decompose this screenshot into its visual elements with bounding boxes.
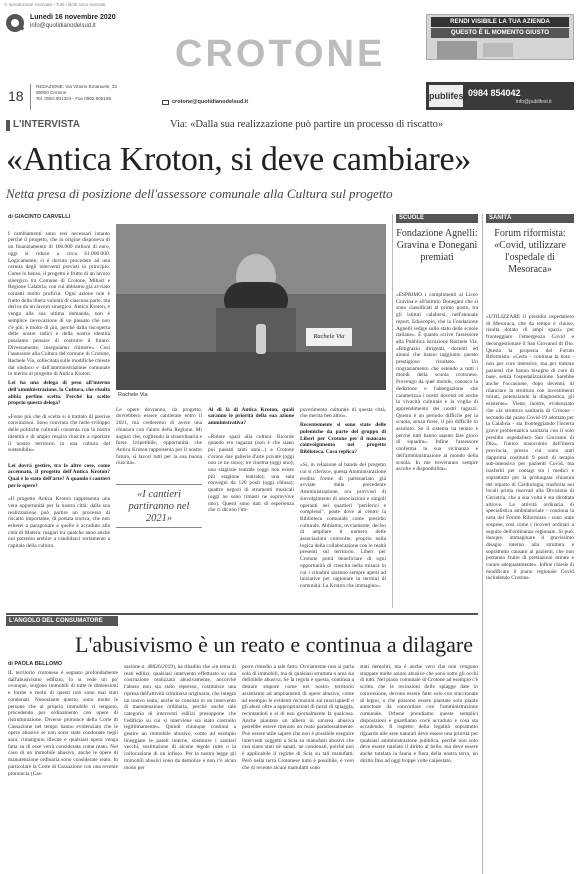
- article-subheadline: Netta presa di posizione dell'assessore comunale alla Cultura sul progetto: [6, 186, 393, 201]
- col1-answer-2: «Il progetto Antica Kroton rappresenta una vera opportunità per la nostra città: dalla sua realizzazione può partire un processo di riscatto importante, di portata storica, che non esiterei a paragonare a quello è accaduto alla città di Matera: magari tra qualche anno anche noi potremo ambire a candidarci seriamente a capitale della cultura.: [8, 496, 110, 550]
- col2-question: Al di là di Antica Kroton, quali saranno le priorità della sua azione amministrativa?: [208, 406, 294, 427]
- col1-text: I cambiamenti sono resi necessari intanto perché il progetto, che in origine disponeva di un finanziamento di 100.000 milioni di euro, oggi si riduce a circa 61.000.000. Logicamente, si è dovuto procedere ad una cernita degli interventi previsti in principio. Come lo benso, il progetto è frutto di un lavoro sinergico tra Comune di Crotone, Mibact e Regione Calabria, con cui abbiamo già avviato contatti molto proficui. Ogni azione non è frutto della libera volontà di ciascuna parte, ma deriva da un lavoro sinergico. Antica Kroton, e vengo alla sua ultima domanda, non è semplice rievocazione di un passato che non c'è più; è molto di più, perché dalla riscoperta delle nostre radici e della nostra identità possiamo pensare di costruire il futuro. Diversamente, inseguiamo chimere». Così l'assessore alla Cultura del comune di Crotone, Rachele Via, sollecitata sulle modifiche chieste dal sindaco e dall'amministrazione comunale in merito al progetto di Antica Kroton.: [8, 230, 110, 378]
- col3-text: poverimento culturale di questa città, che merita ben altro».: [300, 406, 386, 420]
- col3-answer-1: «Si, in relazione al bando del progetto cui si riferisce, questa Amministrazione eredita forme di partenariato già avviate dalla precedente Amministrazione, ora provvisti di sinvolgimento di associazioni e singoli operanti nei quartieri "periferici e complessi", poste dove al centro la Biblioteca comunale come presidio culturale. Abbiamo, ovviamente, deciso di ampliare il numero delle associazioni coinvolte, proprio nella logica della collaborazione con le realtà presenti sul territorio. Liberi per Crotone potrà beneficiare di ogni opportunità di crescita nella misura in cui i cittadini saranno sempre aperti ad iniziative per ragionare in termini di comunità. La Kroton che immagino».: [300, 462, 386, 589]
- sanita-title: Forum riformista: «Covid, utilizzare l'ospedale di Mesoraca»: [494, 228, 566, 275]
- ad-line-2: QUESTO È IL MOMENTO GIUSTO: [431, 28, 569, 38]
- scuole-label: SCUOLE: [396, 214, 478, 223]
- article-photo: [116, 224, 386, 390]
- photo-caption: Rachele Via: [118, 392, 148, 398]
- col2-text: Le opere dovranno, da progetto, dovrebbero essere cantierate entro il 2021, ma crederemo di avere una chiusura con l'aiuto della Regione. Mi auguro che, cogliendo la straordinaria e forse irripetibile, opportunità che Antica Kroton rappresenta per il nostro futuro, si lavori tutti per la sua buona riuscita».: [116, 406, 202, 467]
- photo-nameplate: Rachele Via: [306, 328, 352, 346]
- ad-image-icon-2: [483, 43, 513, 57]
- header-email[interactable]: info@quotidianodelsud.it: [30, 23, 96, 29]
- kicker-marker: [6, 120, 10, 131]
- sanita-body: «UTILIZZARE il presidio ospedaliero di Mesoraca, che da tempo è chiuso, risulta dotato di ampi spazi» per fronteggiare l'emergenza Covid e decongestionare il San Giovanni di Dio. Questa la proposta del Forum Riformista. «Certo - continua la nota - non per cure intensive, ma per trattare pazienti che hanno bisogno di cure di base, senza l'ospedalizzazione. Sarebbe anche l'occasione, dopo decenni, di rilanciare la struttura con investimenti mirati, potenziando la diagnostica, gli esistente». Viene, inoltre, evidenziato che «la struttura sanitaria di Crotone - secondo dal piano Covid-19 adottato per la Calabria - sta fronteggiando l'incerta grave problematica sanitaria con il solo presidio ospedaliero San Giovanni di Dio», l'unico nosocomio dell'intera provincia, presso cui sono stati dapprima costituiti 9 posti di terapia sub-intensiva per pazienti Covid, ma trasferiti per contagi tra i medici e soprattutto per la prolungata chiusura del reparto di Cardiologia, trasferita nei locali prima riservati alla Divisione di Geriatria, che a sua volta è sta dirottata altrove. Le attività ordinaria di specialistica ambulatoriale - continua la nota del Forum Riformista - sono state sospese, così come i ricoveri ordinari a seguito dell'ordinanza regionale. Si può, dunque, immaginare il gravissimo disagio interno alla struttura e soprattutto causato ai pazienti, che non potranno fruire di prestazioni mirate e curare adeguatamente». Infine chiede di modificare il piano regionale Covid includendo Crotone.: [486, 314, 574, 582]
- article-headline: «Antica Kroton, si deve cambiare»: [6, 141, 471, 178]
- article2-byline: di PAOLA BELLOMO: [8, 661, 63, 667]
- photo-bottle: [256, 324, 266, 354]
- ad-publifest[interactable]: [426, 82, 574, 110]
- redazione-address: [36, 84, 117, 102]
- article-column-3: [300, 400, 386, 606]
- scuole-title: Fondazione Agnelli: Gravina e Donegani premiati: [396, 228, 478, 263]
- col1-question-1: Lei ha una delega di peso all'interno dell'amministrazione, la Cultura, che risulta abbia perfino scelto. Perché ha scelto proprio questa delega?: [8, 380, 110, 407]
- sanita-label: SANITÀ: [486, 214, 574, 223]
- col3-question-1: Recentemente si sono state delle polemiche da parte del gruppo di Liberi per Crotone per il mancato coinvolgimento nel progetto Biblioteca. Cosa replica?: [300, 422, 386, 455]
- publifest-logo: publifest: [429, 85, 463, 107]
- redazione-line-1: REDAZIONE: Via Vittorio Emanuele, 32: [36, 84, 118, 89]
- ad-line-1: RENDI VISIBILE LA TUA AZIENDA: [431, 17, 569, 27]
- article-column-1: [8, 224, 110, 606]
- photo-table: [116, 352, 386, 390]
- article2-column-2: sazione n. 48026/2019), ha ribadito che «in tema di reati edilizi, qualsiasi intervento effettuato su una costruzione realizzata abusivamente, ancorché l'abuso non sia stato represso, costituisce una ripresa dell'attività criminosa originaria, che integra un nuovo reato, anche se consista in un intervento di manutenzione ordinaria, perché anche tale categoria di interventi edilizi presuppone che l'edificio su cui si interviene sia stato costruito legittimamente». Quindi chiunque continui a gestire un immobile abusivo, come ad esempio lineggiare le pareti interne, sostituire i sanitari vecchi, sostituzione di alcune tegole rotte o la collocazione di un infisso. Per la nostra legge gli immobili abusivi sono da demolire e non c'è alcun modo per: [124, 664, 236, 771]
- envelope-icon: [162, 100, 169, 105]
- pull-quote: «I cantieri partiranno nel 2021»: [116, 484, 202, 528]
- publifest-phone: 0984 854042: [468, 88, 521, 98]
- article2-kicker: L'ANGOLO DEL CONSUMATORE: [6, 616, 118, 626]
- redazione-line-2: 88900 Crotone: [36, 90, 67, 95]
- ad-rendi-visibile[interactable]: [426, 14, 574, 60]
- article-kicker: L'INTERVISTA: [13, 119, 81, 130]
- copyright-note: © riproduzione riservata - Tutti i diritti sono riservati: [4, 2, 106, 7]
- page-number: 18: [8, 88, 24, 104]
- kicker-quote: Via: «Dalla sua realizzazione può partire un processo di riscatto»: [170, 119, 444, 130]
- col1-answer-1: «Forse più che di scelta si è trattato di precise convinzioni. Sono convinta che nelle sviluppo delle politiche culturali consenta con la nostra identità e di ampio respiro riuscire a riportare il nostro territorio in una cultura del sostenibile».: [8, 413, 110, 454]
- newsroom-email[interactable]: crotone@quotidianodelsud.it: [172, 99, 249, 105]
- logo-q-icon: [6, 14, 24, 32]
- article2-headline: L'abusivismo è un reato e continua a dilagare: [75, 632, 473, 657]
- publifest-web: info@publifest.it: [516, 99, 552, 105]
- article2-column-4: stati demoliti, ma è anche vero che non vengono stoppate molte azioni abusive che sono sotto gli occhi di tutti. Nel piano comunale di Crotone ad esempio c'è scritto che le recinzioni delle spiagge date in concessione, devono essere fatte solo con staccionate di legno, o che possono essere piantate solo piante autoctone da concordare con l'amministrazione comunale. Orbene prendiamo queste semplici disposizioni e guardiamo cos'è accaduto e cosa sta accadendo. Il rispetto della legalità soprattutto riguardo alle aree naturali deve essere una priorità per qualsiasi amministrazione pubblica, perché non solo deve essere tutelato il diritto al bello, ma deve essere anche tutelata la fauna e flora della nostra terra, un diritto fino ad oggi troppe volte calpestato.: [360, 664, 478, 764]
- col1-question-2: Lei dovrà gestire, tra le altre cose, come accennato, il progetto dell'Antica Kroton? Quai è lo stato dell'arte? A quando i cantieri per le opere?: [8, 462, 110, 489]
- col2-answer: «Ridare spazi alla cultura. Ricorde quando ero ragazza (non è che siano poi passati tanti anni...) a Crotone c'erano due gallerie d'arte private (oggi non ce ne sono); tre cinema (oggi uno); una stagione teatrale (oggi non esiste più stagione teatrale); una sala convegni da 120 posti (oggi chiusa); quattro negozi di strumenti musicali (oggi ne sono rimasti ne sopravvive uno). Questi sono dati di esperienza che ci dicono l'im-: [208, 433, 294, 514]
- article-column-2b: [208, 400, 294, 606]
- article2-column-1: IL territorio crotonese è segnato profondamente dall'abusivismo edilizio, lo si vede un po' ovunque, sorgono immobili di tutte le dimensioni e forme e molti di questi non sono mai stati condonati. Nonostante questo, sono molte le persone che al proprio immobile vi tengono, procedendo per ordinamento con opere di ristrutturazione. Diverse pronunce della Corte di Cassazione nel tempo hanno evidenziato che le opere abusive se non sono state condonate negli anni, rimangono illecite e qualsiasi opera venga fatta su di esse verrà considerata come reato. Nel caso di un immobile abusivo, anche le opere di manutenzione ordinaria sono considerate reato. In particolare la Corte di Cassazione con una recente pronuncia (Cas-: [8, 670, 118, 777]
- city-title: CROTONE: [175, 33, 386, 75]
- article-byline: di GIACINTO CARVELLI: [8, 214, 71, 220]
- redazione-line-3: Tel. 0962.901324 - Fax 0962.905185: [36, 96, 112, 101]
- issue-date: Lunedì 16 novembre 2020: [30, 14, 116, 21]
- ad-image-icon: [437, 41, 477, 59]
- scuole-body: «ESPRIMO i complimenti al Liceo Gravina e all'istituto Donegani che si sono classificati al primo posto, tra gli istituti calabresi, nell'annuale report, Eduscopio, che la Fondazione Agnelli redige sullo stato delle scuole italiane». È quanto scrive l'assessore alla Pubblica istruzione Rachele Via. «Ringrazio dirigenti, docenti ed alunni che hanno raggiunto questo prestigioso risultato. Un ringraziamento che estendo a tutti i mondi della scuola crotonese. Provengo da quel mondo, conosco la dedizione e l'abnegazione che caratterizza i nostri docenti ed anche la vivacità culturale e la voglia di apprendimento dei nostri ragazzi. Questo è un periodo difficile per la scuola, senza forse, il più difficile in assoluto. Se il sistema ha tenuto è perché tutti hanno saputo fare gioco di squadra». Infine l'assessore conferma la sua vicinanza e dell'amministrazione al mondo della scuola. In me troveranno sempre ascolto e disponibilità».: [396, 292, 478, 473]
- article2-column-3: porre rimedio a tale fatto. Ovviamente non si parla solo di immobili, ma di qualsiasi struttura o area sia definibile abusiva. Se la regola è questa, continua a destare stupore come nel nostro territorio assistiamo ad ampliamenti di opere abusive, come ad esempio le evidenti recinzioni sui marciapiedi o gli abusi oltre a appropriazioni di pezzi di spiaggia, recintandoli e ei di essi giornalmente fa qualcosa. Anche piantare un albero in un'area abusiva potrebbe essere ritenuto un reato paradossalmente. Può essere utile sapere che non è possibile eseguire interventi soggetti a Scia su manufatti abusivi che non siano stati né sanati, né condonati, poiché non è applicabile il regime di Scia su tali manufatti. Però nella terra Crotonese tutto è possibile, è vero che di recente alcuni manufatti sono: [242, 664, 354, 771]
